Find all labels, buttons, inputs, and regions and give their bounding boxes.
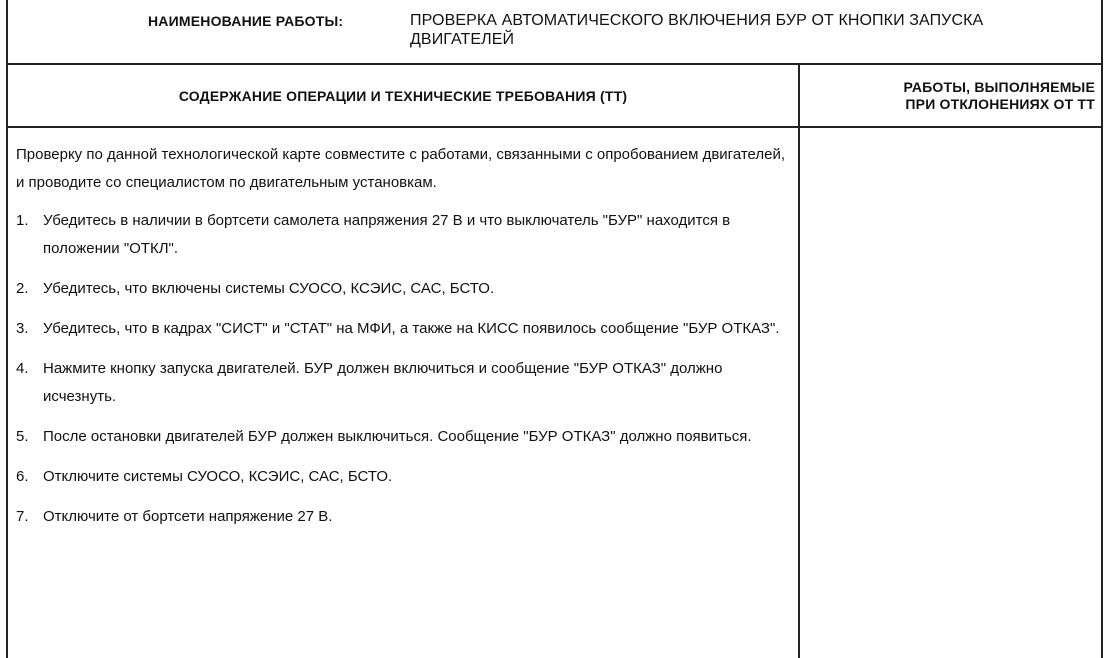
- step-text: Нажмите кнопку запуска двигателей. БУР должен включиться и сообщение "БУР ОТКАЗ" должно исчезнуть.: [43, 360, 723, 405]
- work-name-label: НАИМЕНОВАНИЕ РАБОТЫ:: [148, 13, 344, 29]
- step-text: После остановки двигателей БУР должен выключиться. Сообщение "БУР ОТКАЗ" должно появиться.: [43, 428, 752, 445]
- intro-paragraph: Проверку по данной технологической карте совместите с работами, связанными с опробованием двигателей, и проводите со специалистом по двигательным установкам.: [16, 146, 786, 191]
- step-number: 6.: [16, 468, 29, 485]
- operations-content: [16, 141, 792, 531]
- step-number: 1.: [16, 212, 29, 229]
- column-header-deviations-line1: РАБОТЫ, ВЫПОЛНЯЕМЫЕ: [903, 78, 1095, 95]
- step-number: 3.: [16, 320, 29, 337]
- step-number: 5.: [16, 428, 29, 445]
- work-name-row: [8, 0, 1101, 63]
- step-text: Убедитесь в наличии в бортсети самолета напряжения 27 В и что выключатель "БУР" находится в положении "ОТКЛ".: [43, 212, 731, 257]
- column-header-deviations: [800, 65, 1097, 126]
- step-text: Убедитесь, что включены системы СУОСО, КСЭИС, САС, БСТО.: [43, 280, 495, 297]
- step-number: 2.: [16, 280, 29, 297]
- step-text: Отключите системы СУОСО, КСЭИС, САС, БСТО.: [43, 468, 393, 485]
- list-item: [16, 275, 792, 303]
- deviations-cell: [800, 128, 1101, 658]
- column-header-deviations-line2: ПРИ ОТКЛОНЕНИЯХ ОТ ТТ: [905, 95, 1095, 112]
- step-text: Убедитесь, что в кадрах "СИСТ" и "СТАТ" на МФИ, а также на КИСС появилось сообщение "БУР ОТКАЗ".: [43, 320, 780, 337]
- list-item: [16, 315, 792, 343]
- step-number: 4.: [16, 360, 29, 377]
- work-name-value: ПРОВЕРКА АВТОМАТИЧЕСКОГО ВКЛЮЧЕНИЯ БУР ОТ КНОПКИ ЗАПУСКА ДВИГАТЕЛЕЙ: [410, 12, 984, 48]
- list-item: [16, 423, 792, 451]
- column-header-operations: СОДЕРЖАНИЕ ОПЕРАЦИИ И ТЕХНИЧЕСКИЕ ТРЕБОВАНИЯ (ТТ): [178, 87, 628, 104]
- list-item: [16, 355, 792, 411]
- step-number: 7.: [16, 508, 29, 525]
- step-text: Отключите от бортсети напряжение 27 В.: [43, 508, 333, 525]
- list-item: [16, 207, 792, 263]
- list-item: [16, 503, 792, 531]
- table-border-right: [1101, 0, 1103, 658]
- list-item: [16, 463, 792, 491]
